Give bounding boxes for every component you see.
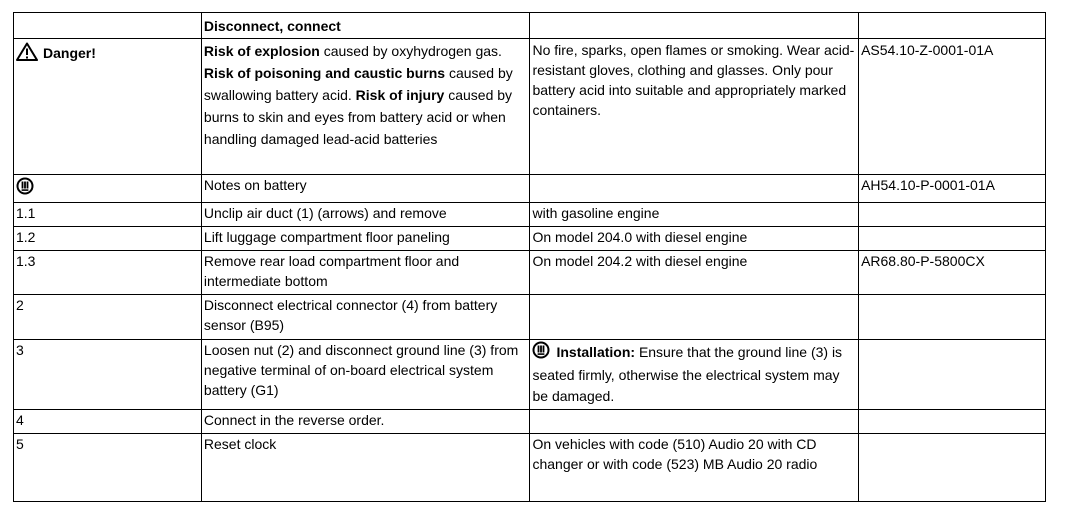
step-number: 3 [14,340,202,410]
procedure-table [13,12,1046,502]
step-info-cell [530,340,859,410]
step-action: Connect in the reverse order. [201,410,530,434]
table-row [14,410,1046,434]
table-row [14,227,1046,251]
step-info [530,295,859,340]
step-action: Disconnect electrical connector (4) from battery sensor (B95) [201,295,530,340]
step-action: Lift luggage compartment floor paneling [201,227,530,251]
header-empty-cell [14,13,202,39]
step-reference [859,434,1046,502]
risk-poisoning-label: Risk of poisoning and caustic burns [203,65,446,81]
step-info [530,410,859,434]
step-reference [859,340,1046,410]
step-info: On model 204.0 with diesel engine [530,227,859,251]
warning-triangle-icon [16,42,38,66]
table-row [14,251,1046,295]
step-action: Loosen nut (2) and disconnect ground line (3) from negative terminal of on-board electrical system battery (G1) [201,340,530,410]
notes-icon-cell [14,175,202,203]
notes-reference: AH54.10-P-0001-01A [859,175,1046,203]
risk-poisoning-text: caused by swallowing battery acid. [203,65,513,103]
danger-measure: No fire, sparks, open flames or smoking. Wear acid-resistant gloves, clothing and glasses. Only pour battery acid into suitable and appropriately marked containers. [530,39,859,175]
step-number: 2 [14,295,202,340]
step-number: 1.3 [14,251,202,295]
danger-row [14,39,1046,175]
danger-risks-cell [201,39,530,175]
step-number: 1.1 [14,203,202,227]
notes-row [14,175,1046,203]
step-info: On vehicles with code (510) Audio 20 with CD changer or with code (523) MB Audio 20 radio [530,434,859,502]
danger-label: Danger! [43,45,96,61]
installation-label: Installation: [556,344,636,360]
step-info: with gasoline engine [530,203,859,227]
step-number: 5 [14,434,202,502]
step-reference [859,227,1046,251]
note-circle-icon [532,341,550,365]
table-row [14,434,1046,502]
step-reference [859,295,1046,340]
risk-injury-text: caused by burns to skin and eyes from battery acid or when handling damaged lead-acid batteries [203,87,513,147]
notes-empty-cell [530,175,859,203]
danger-label-cell [14,39,202,175]
note-circle-icon [16,177,34,200]
step-number: 1.2 [14,227,202,251]
header-empty-cell-2 [530,13,859,39]
step-info: On model 204.2 with diesel engine [530,251,859,295]
risk-explosion-text: caused by oxyhydrogen gas. [323,43,502,59]
header-row [14,13,1046,39]
installation-text: Ensure that the ground line (3) is seated firmly, otherwise the electrical system may be damaged. [532,344,843,404]
step-action: Remove rear load compartment floor and intermediate bottom [201,251,530,295]
step-number: 4 [14,410,202,434]
table-row [14,203,1046,227]
step-reference [859,410,1046,434]
danger-reference: AS54.10-Z-0001-01A [859,39,1046,175]
header-empty-cell-3 [859,13,1046,39]
step-action: Reset clock [201,434,530,502]
table-row [14,340,1046,410]
risk-injury-label: Risk of injury [355,87,445,103]
risk-explosion-label: Risk of explosion [203,43,320,59]
header-title: Disconnect, connect [201,13,530,39]
notes-text: Notes on battery [201,175,530,203]
step-reference: AR68.80-P-5800CX [859,251,1046,295]
step-action: Unclip air duct (1) (arrows) and remove [201,203,530,227]
step-reference [859,203,1046,227]
table-row [14,295,1046,340]
